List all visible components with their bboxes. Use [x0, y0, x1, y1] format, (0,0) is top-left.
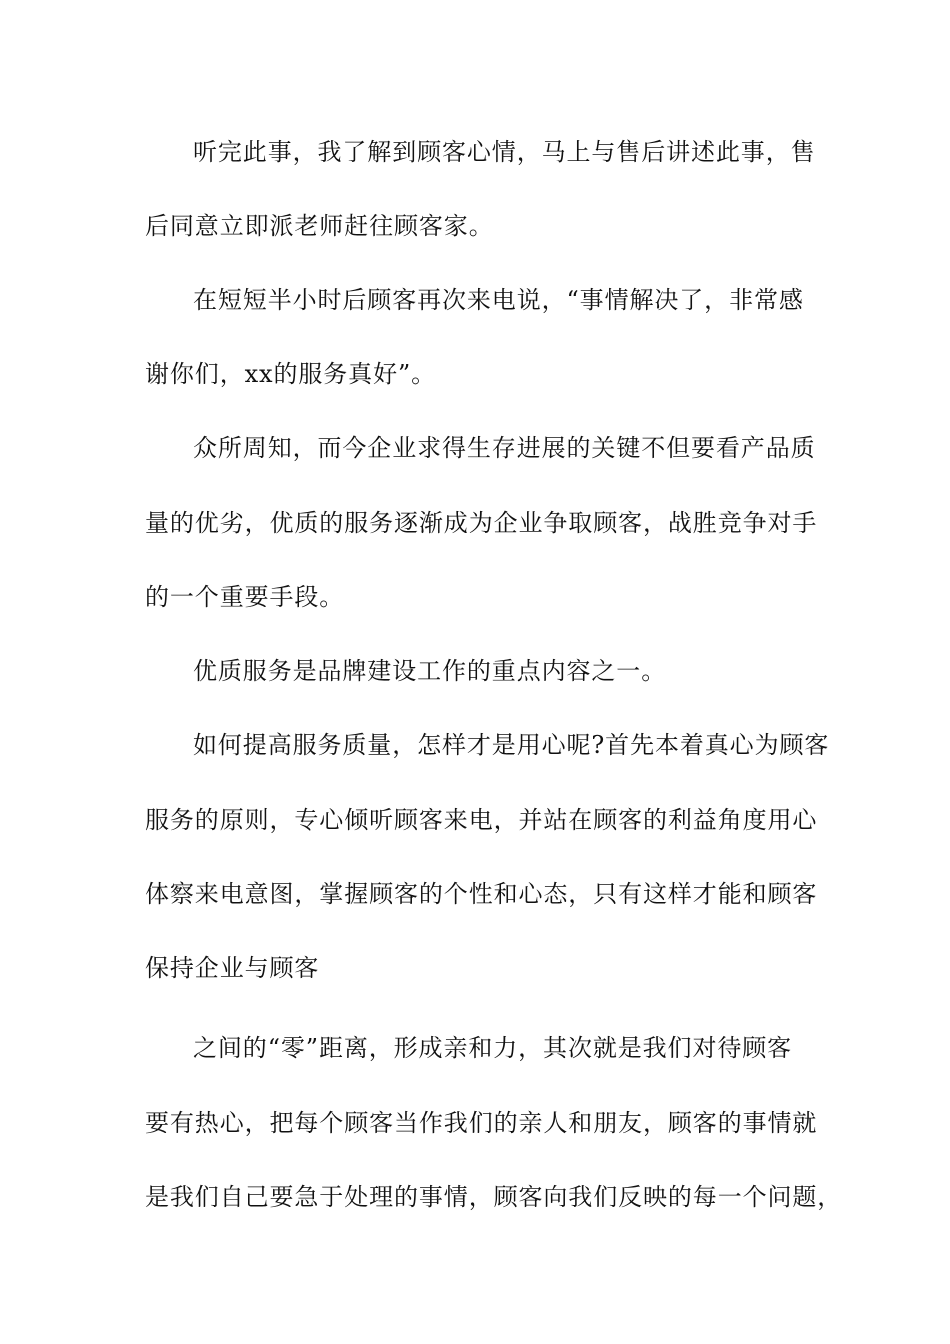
paragraph-line: 保持企业与顾客 [145, 954, 320, 982]
paragraph-line: 是我们自己要急于处理的事情，顾客向我们反映的每一个问题， [145, 1183, 843, 1211]
paragraph-line: 量的优劣，优质的服务逐渐成为企业争取顾客，战胜竞争对手 [145, 509, 818, 537]
paragraph-line: 谢你们，xx的服务真好”。 [145, 360, 437, 388]
paragraph-line: 服务的原则，专心倾听顾客来电，并站在顾客的利益角度用心 [145, 806, 818, 834]
paragraph-line: 体察来电意图，掌握顾客的个性和心态，只有这样才能和顾客 [145, 880, 818, 908]
paragraph-line: 优质服务是品牌建设工作的重点内容之一。 [193, 657, 667, 685]
paragraph-line: 要有热心，把每个顾客当作我们的亲人和朋友，顾客的事情就 [145, 1109, 818, 1137]
paragraph-line: 的一个重要手段。 [145, 583, 345, 611]
paragraph-line: 之间的“零”距离，形成亲和力，其次就是我们对待顾客 [193, 1034, 793, 1062]
paragraph-line: 听完此事，我了解到顾客心情，马上与售后讲述此事，售 [193, 138, 816, 166]
paragraph-line: 如何提高服务质量，怎样才是用心呢?首先本着真心为顾客 [193, 731, 830, 759]
paragraph-line: 后同意立即派老师赶往顾客家。 [145, 212, 494, 240]
paragraph-line: 在短短半小时后顾客再次来电说，“事情解决了，非常感 [193, 286, 804, 314]
paragraph-line: 众所周知，而今企业求得生存进展的关键不但要看产品质 [193, 434, 816, 462]
